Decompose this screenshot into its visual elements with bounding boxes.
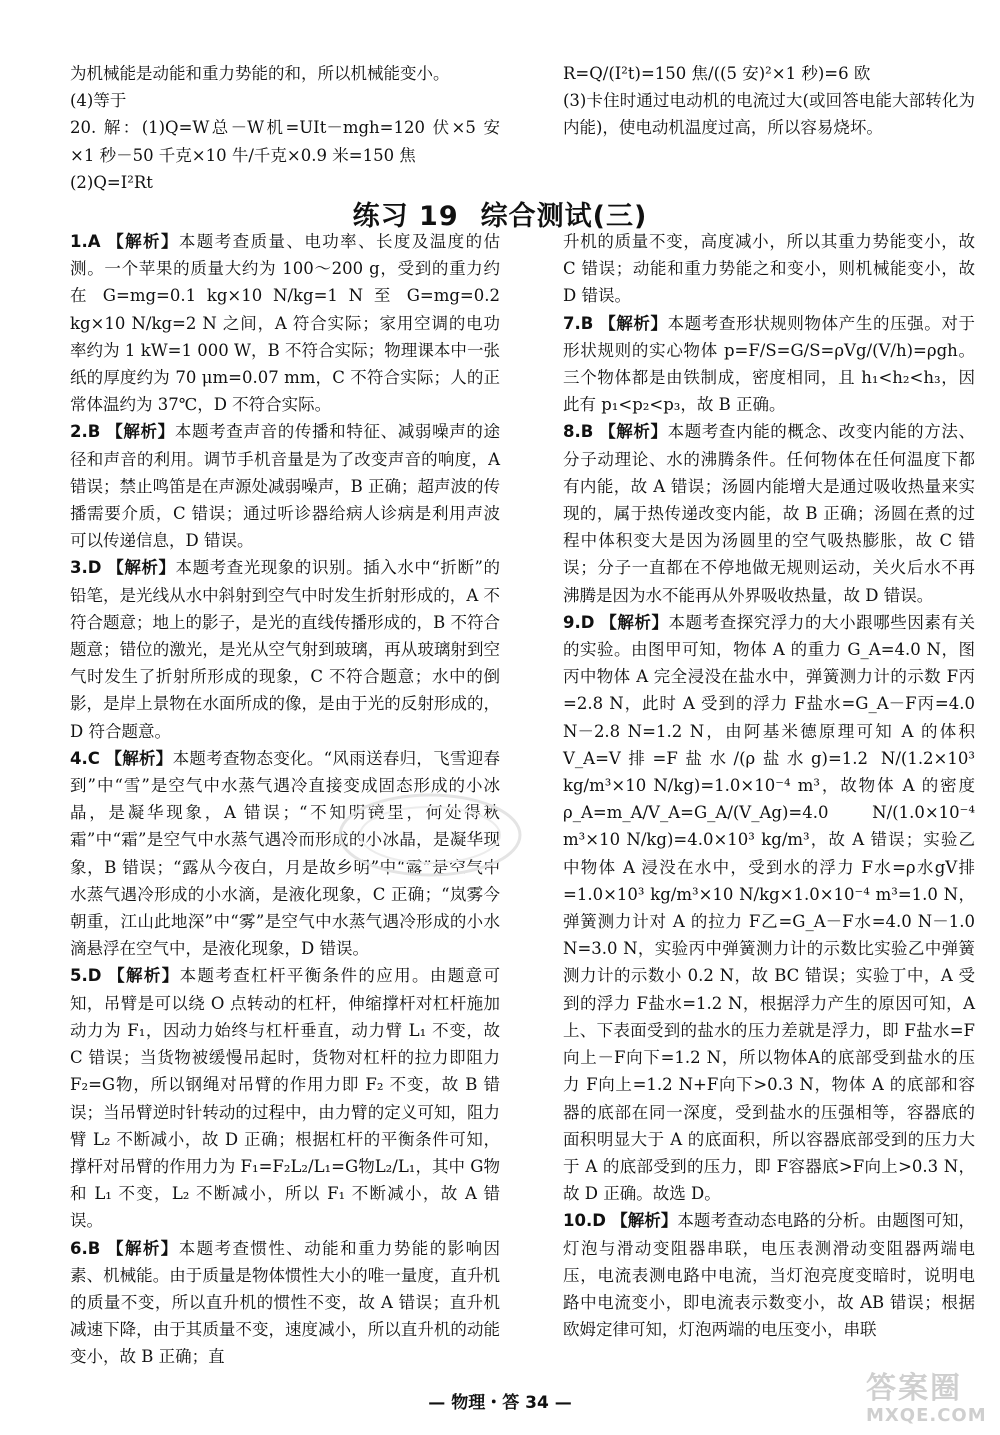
- text-line: (3)卡住时通过电动机的电流过大(或回答电能大部转化为内能)，使电动机温度过高，所以容易烧坏。: [563, 91, 975, 138]
- text-line: (2)Q=I²Rt: [70, 172, 153, 192]
- text-line: 20. 解：(1)Q=W总－W机=UIt－mgh=120 伏×5 安×1 秒－50 千克×10 牛/千克×0.9 米=150 焦: [70, 118, 500, 165]
- answer-item: 5.D 【解析】本题考查杠杆平衡条件的应用。由题意可知，吊臂是可以绕 O 点转动的杠杆，伸缩撑杆对杠杆施加动力为 F₁，因动力始终与杠杆垂直，动力臂 L₁ 不变，故 C 错误；当货物被缓慢吊起时，货物对杠杆的拉力即阻力 F₂=G物，所以钢绳对吊臂的作用力即 F₂ 不变，故 B 错误；当吊臂逆时针转动的过程中，由力臂的定义可知，阻力臂 L₂ 不断减小，故 D 正确；根据杠杆的平衡条件可知，撑杆对吊臂的作用力为 F₁=F₂L₂/L₁=G物L₂/L₁，其中 G物 和 L₁ 不变，L₂ 不断减小，所以 F₁ 不断减小，故 A 错误。: [70, 966, 501, 1231]
- section-title-text: 综合测试(三): [480, 201, 648, 232]
- answer-item: 10.D 【解析】本题考查动态电路的分析。由题图可知，灯泡与滑动变阻器串联，电压表测滑动变阻器两端电压，电流表测电路中电流，当灯泡亮度变暗时，说明电路中电流变小，即电流表示数变小，故 AB 错误；根据欧姆定律可知，灯泡两端的电压变小，串联: [563, 1211, 976, 1340]
- page-footer: — 物理・答 34 —: [428, 1393, 572, 1413]
- section-title-number: 练习 19: [352, 201, 459, 232]
- watermark-logo-text: 答案圈: [866, 1371, 962, 1406]
- faint-stamp-mark: [325, 780, 535, 890]
- answer-item: 4.C 【解析】本题考查物态变化。“风雨送春归，飞雪迎春到”中“雪”是空气中水蒸气遇冷直接变成固态形成的小冰晶，是凝华现象，A 错误；“不知明镜里，何处得秋霜”中“霜”是空气中水蒸气遇冷而形成的小冰晶，是凝华现象，B 错误；“露从今夜白，月是故乡明”中“露”是空气中水蒸气遇冷形成的小水滴，是液化现象，C 正确；“岚雾今朝重，江山此地深”中“雾”是空气中水蒸气遇冷形成的小水滴悬浮在空气中，是液化现象，D 错误。: [70, 748, 501, 959]
- answer-item: 7.B 【解析】本题考查形状规则物体产生的压强。对于形状规则的实心物体 p=F/S=G/S=ρVg/(V/h)=ρgh。三个物体都是由铁制成，密度相同，且 h₁<h₂<h₃，因此有 p₁<p₂<p₃，故 B 正确。: [563, 313, 976, 415]
- answer-item: 3.D 【解析】本题考查光现象的识别。插入水中“折断”的铅笔，是光线从水中斜射到空气中时发生折射形成的，A 不符合题意；地上的影子，是光的直线传播形成的，B 不符合题意；错位的激光，是光从空气射到玻璃，再从玻璃射到空气时发生了折射所形成的现象，C 不符合题意；水中的倒影，是岸上景物在水面所成的像，是由于光的反射形成的，D 符合题意。: [70, 558, 501, 741]
- answer-item: 9.D 【解析】本题考查探究浮力的大小跟哪些因素有关的实验。由图甲可知，物体 A 的重力 G_A=4.0 N，图丙中物体 A 完全浸没在盐水中，弹簧测力计的示数 F丙=2.8 N，此时 A 受到的浮力 F盐水=G_A－F丙=4.0 N－2.8 N=1.2 N，由阿基米德原理可知 A 的体积 V_A=V排=F盐水/(ρ盐水g)=1.2 N/(1.2×10³ kg/m³×10 N/kg)=1.0×10⁻⁴ m³，故物体 A 的密度 ρ_A=m_A/V_A=G_A/(V_Ag)=4.0 N/(1.0×10⁻⁴ m³×10 N/kg)=4.0×10³ kg/m³，故 A 错误；实验乙中物体 A 浸没在水中，受到水的浮力 F水=ρ水gV排=1.0×10³ kg/m³×10 N/kg×1.0×10⁻⁴ m³=1.0 N，弹簧测力计对 A 的拉力 F乙=G_A－F水=4.0 N－1.0 N=3.0 N，实验丙中弹簧测力计的示数比实验乙中弹簧测力计的示数小 0.2 N，故 BC 错误；实验丁中，A 受到的浮力 F盐水=1.2 N，根据浮力产生的原因可知，A 上、下表面受到的盐水的压力差就是浮力，即 F盐水=F向上－F向下=1.2 N，所以物体A的底部受到盐水的压力 F向上=1.2 N+F向下>0.3 N，物体 A 的底部和容器的底部在同一深度，受到盐水的压强相等，容器底的面积明显大于 A 的底面积，所以容器底部受到的压力大于 A 的底部受到的压力，即 F容器底>F向上>0.3 N，故 D 正确。故选 D。: [563, 612, 976, 1204]
- answer-item: 6.B 【解析】本题考查惯性、动能和重力势能的影响因素、机械能。由于质量是物体惯性大小的唯一量度，直升机的质量不变，所以直升机的惯性不变，故 A 错误；直升机减速下降，由于其质量不变，速度减小，所以直升机的动能变小，故 B 正确；直: [70, 1238, 501, 1367]
- watermark-logo: [866, 1372, 986, 1430]
- answer-item: 2.B 【解析】本题考查声音的传播和特征、减弱噪声的途径和声音的利用。调节手机音量是为了改变声音的响度，A 错误；禁止鸣笛是在声源处减弱噪声，B 正确；超声波的传播需要介质，C 错误；通过听诊器给病人诊病是利用声波可以传递信息，D 错误。: [70, 422, 501, 551]
- answer-item: 升机的质量不变，高度减小，所以其重力势能变小，故 C 错误；动能和重力势能之和变小，则机械能变小，故 D 错误。: [563, 232, 975, 306]
- text-line: (4)等于: [70, 91, 127, 111]
- top-right-block: [563, 60, 975, 142]
- text-line: R=Q/(I²t)=150 焦/((5 安)²×1 秒)=6 欧: [563, 64, 871, 83]
- text-line: 为机械能是动能和重力势能的和，所以机械能变小。: [70, 64, 450, 83]
- answer-item: 1.A 【解析】本题考查质量、电功率、长度及温度的估测。一个苹果的质量大约为 100～200 g，受到的重力约在 G=mg=0.1 kg×10 N/kg=1 N 至 G=mg=0.2 kg×10 N/kg=2 N 之间，A 符合实际；家用空调的电功率约为 1 kW=1 000 W，B 不符合实际；物理课本中一张纸的厚度约为 70 μm=0.07 mm，C 不符合实际；人的正常体温约为 37℃，D 不符合实际。: [70, 232, 501, 415]
- top-left-block: [70, 60, 500, 196]
- answer-item: 8.B 【解析】本题考查内能的概念、改变内能的方法、分子动理论、水的沸腾条件。任何物体在任何温度下都有内能，故 A 错误；汤圆内能增大是通过吸收热量来实现的，属于热传递改变内能，故 B 正确；汤圆在煮的过程中体积变大是因为汤圆里的空气吸热膨胀，故 C 错误；分子一直都在不停地做无规则运动，关火后水不再沸腾是因为水不能再从外界吸收热量，故 D 错误。: [563, 422, 976, 605]
- watermark-logo-url: MXQE.COM: [866, 1405, 987, 1426]
- right-column: [563, 228, 975, 1343]
